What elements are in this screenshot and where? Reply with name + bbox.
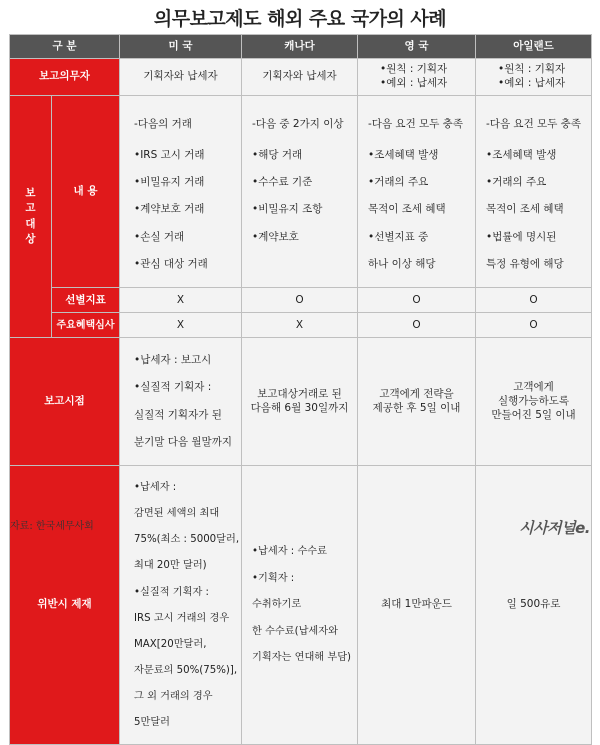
table-row-penalty (10, 466, 592, 745)
cell-line: •조세혜택 발생 (368, 148, 439, 161)
row-label-reporter: 보고의무자 (10, 59, 120, 96)
cell-line: •납세자 : 수수료 (252, 546, 327, 558)
cell-line: •손실 거래 (134, 230, 185, 243)
cell-line: 5만달러 (134, 716, 171, 728)
row-group-label-report-target: 보고대상 (10, 96, 52, 338)
row-label-benefit-review: 주요혜택심사 (52, 313, 120, 338)
cell-line: •IRS 고시 거래 (134, 148, 205, 161)
cell-line: •계약보호 (252, 230, 299, 243)
row-label-indicator: 선별지표 (52, 288, 120, 313)
cell-content-ie (476, 96, 592, 288)
cell-line: •법률에 명시된 (486, 230, 557, 243)
page-title: 의무보고제도 해외 주요 국가의 사례 (153, 8, 447, 30)
cell-line: 분기말 다음 월말까지 (134, 435, 232, 448)
header-row (10, 35, 592, 59)
cell-line: •관심 대상 거래 (134, 258, 208, 271)
table-row-indicator (10, 288, 592, 313)
cell-line: •원칙 : 기획자 (498, 63, 566, 76)
cell-line: -다음 요건 모두 충족 (486, 117, 581, 130)
cell-line: •거래의 주요 (368, 176, 429, 189)
cell-line: 감면된 세액의 최대 (134, 508, 220, 520)
table-row-benefit-review (10, 313, 592, 338)
cell-line: •납세자 : 보고시 (134, 353, 212, 366)
cell-penalty-us (120, 466, 242, 745)
cell-line: •거래의 주요 (486, 176, 547, 189)
cell-benefit-us: X (120, 313, 242, 338)
cell-line: •납세자 : (134, 482, 177, 494)
header-category: 구 분 (10, 35, 120, 59)
cell-line: 실질적 기획자가 된 (134, 408, 222, 421)
cell-line: •실질적 기획자 : (134, 381, 212, 394)
cell-line: 제공한 후 5일 이내 (372, 401, 461, 414)
cell-line: •선별지표 중 (368, 230, 429, 243)
cell-reporter-us: 기획자와 납세자 (120, 59, 242, 96)
cell-timing-ie (476, 338, 592, 466)
cell-benefit-uk: O (358, 313, 476, 338)
cell-line: 특정 유형에 해당 (486, 258, 564, 271)
cell-line: •해당 거래 (252, 148, 303, 161)
cell-line: 최대 20만 달러) (134, 560, 207, 572)
cell-benefit-ca: X (242, 313, 358, 338)
cell-line: -다음 요건 모두 충족 (368, 117, 463, 130)
cell-content-ca (242, 96, 358, 288)
cell-line: 수취하기로 (252, 599, 302, 611)
header-us: 미 국 (120, 35, 242, 59)
cell-line: 다음해 6월 30일까지 (250, 401, 349, 414)
source-note: 자료: 한국세무사회 (10, 521, 94, 532)
cell-content-us (120, 96, 242, 288)
table-row-content (10, 96, 592, 288)
publisher-logo: 시사저널e. (519, 519, 590, 537)
cell-line: 그 외 거래의 경우 (134, 690, 213, 702)
cell-penalty-ie: 일 500유로 (476, 466, 592, 745)
cell-line: 한 수수료(납세자와 (252, 625, 338, 637)
cell-line: 목적이 조세 혜택 (368, 203, 446, 216)
cell-line: MAX[20만달러, (134, 638, 207, 650)
cell-indicator-ie: O (476, 288, 592, 313)
cell-timing-ca (242, 338, 358, 466)
cell-line: 하나 이상 해당 (368, 258, 436, 271)
cell-line: •예외 : 납세자 (380, 77, 448, 89)
cell-line: 75%(최소 : 5000달러, (134, 534, 240, 546)
cell-reporter-uk (358, 59, 476, 96)
cell-line: -다음 중 2가지 이상 (252, 117, 344, 130)
cell-penalty-ca (242, 466, 358, 745)
cell-content-uk (358, 96, 476, 288)
header-uk: 영 국 (358, 35, 476, 59)
cell-line: 실행가능하도록 (498, 394, 570, 407)
cell-line: •원칙 : 기획자 (380, 63, 448, 76)
cell-line: 만들어진 5일 이내 (491, 408, 576, 421)
cell-line: •수수료 기준 (252, 176, 313, 189)
cell-reporter-ca: 기획자와 납세자 (242, 59, 358, 96)
cell-line: IRS 고시 거래의 경우 (134, 612, 230, 624)
cell-line: 목적이 조세 혜택 (486, 203, 564, 216)
cell-indicator-ca: O (242, 288, 358, 313)
cell-line: •비밀유지 거래 (134, 176, 205, 189)
row-label-penalty: 위반시 제재 (10, 466, 120, 745)
cell-line: 기획자는 연대해 부담) (252, 652, 352, 664)
cell-benefit-ie: O (476, 313, 592, 338)
cell-reporter-ie (476, 59, 592, 96)
cell-line: •실질적 기획자 : (134, 586, 209, 598)
cell-timing-us (120, 338, 242, 466)
comparison-table (9, 34, 592, 745)
cell-indicator-uk: O (358, 288, 476, 313)
row-label-content: 내 용 (52, 96, 120, 288)
cell-line: •계약보호 거래 (134, 203, 205, 216)
cell-line: •비밀유지 조항 (252, 203, 323, 216)
cell-line: 자문료의 50%(75%)], (134, 664, 238, 676)
header-ireland: 아일랜드 (476, 35, 592, 59)
table-row-timing (10, 338, 592, 466)
header-canada: 캐나다 (242, 35, 358, 59)
cell-line: 고객에게 (513, 381, 554, 394)
cell-line: •예외 : 납세자 (498, 77, 566, 89)
cell-line: 보고대상거래로 된 (257, 388, 342, 401)
cell-indicator-us: X (120, 288, 242, 313)
cell-line: -다음의 거래 (134, 117, 192, 130)
row-label-timing: 보고시점 (10, 338, 120, 466)
cell-line: 고객에게 전략을 (379, 388, 454, 401)
cell-line: •기획자 : (252, 572, 295, 584)
table-row-reporter (10, 59, 592, 96)
cell-penalty-uk: 최대 1만파운드 (358, 466, 476, 745)
cell-timing-uk (358, 338, 476, 466)
cell-line: •조세혜택 발생 (486, 148, 557, 161)
